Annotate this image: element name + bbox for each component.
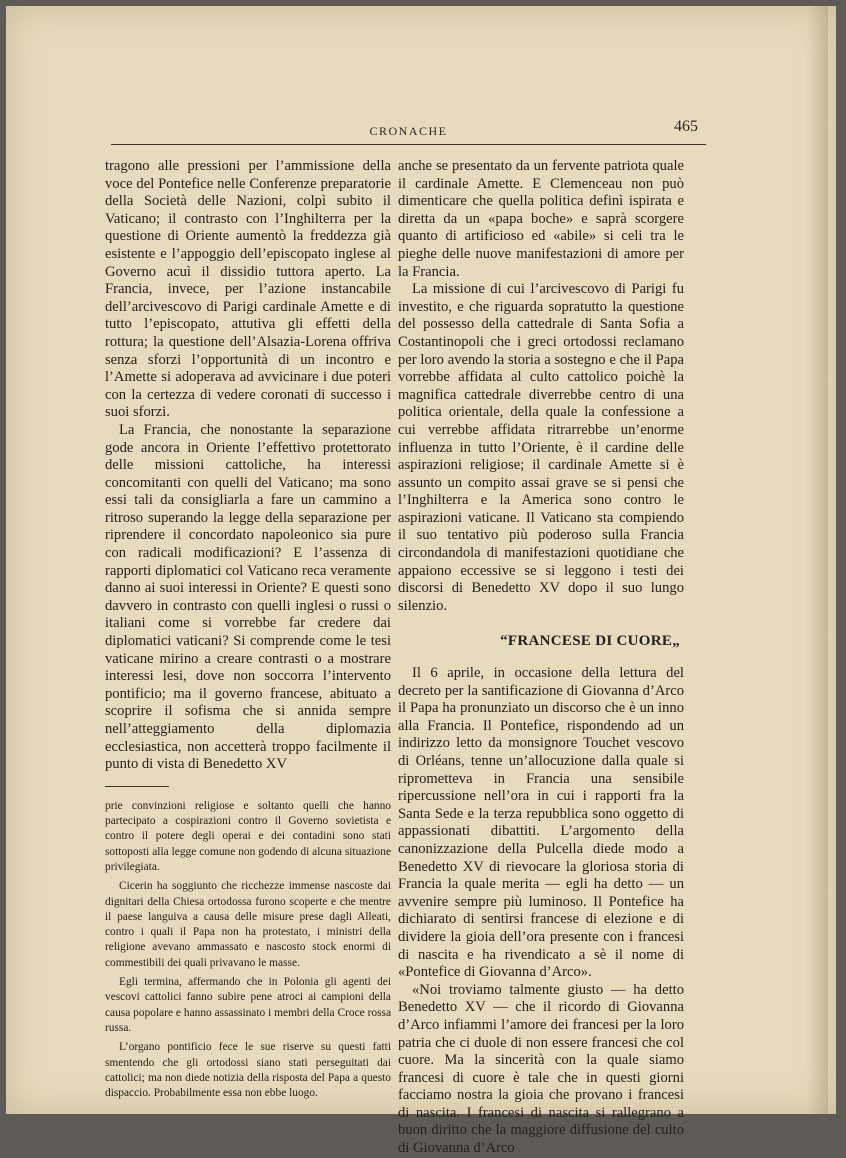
- left-paragraph-1: tragono alle pressioni per l’ammissione della voce del Pontefice nelle Conferenze preparatorie della Società delle Nazioni, colpì subito il Vaticano; il contrasto con l’Inghilterra per la questione di Oriente aumentò la freddezza già esistente e l’appoggio dell’episcopato inglese al Governo acuì il dissidio tuttora aperto. La Francia, invece, per l’azione instancabile dell’arcivescovo di Parigi cardinale Amette e di tutto l’episcopato, attutiva gli effetti della rottura; la questione dell’Alsazia-Lorena offriva senza sforzi l’opportunità di un incontro e l’Amette si adoperava ad avvicinare i due poteri con la certezza di vedere coronati di successo i suoi sforzi.: [105, 158, 391, 421]
- right-paragraph-3: Il 6 aprile, in occasione della lettura del decreto per la santificazione di Giovanna d’Arco il Papa ha pronunziato un discorso che è un inno alla Francia. Il Pontefice, rispondendo ad un indirizzo letto da monsignore Touchet vescovo di Orléans, tenne un’allocuzione dalla quale si riprometteva in Francia una sensibile ripercussione nell’ora in cui i rapporti fra la Santa Sede e la terza repubblica sono oggetto di appassionati dibattiti. L’argomento della canonizzazione della Pulcella diede modo a Benedetto XV di rievocare la gloriosa storia di Francia la quale merita — egli ha detto — un avvenire sempre più luminoso. Il Pontefice ha dichiarato di sentirsi francese di elezione e di dividere la gioia dell’ora presente con i francesi di nascita e ha rivendicato a sè il nome di «Pontefice di Giovanna d’Arco».: [398, 665, 684, 981]
- footnote-paragraph-3: Egli termina, affermando che in Polonia gli agenti dei vescovi cattolici fanno subire pene atroci ai campioni della causa popolare e hanno assassinato i membri della Croce rossa russa.: [105, 976, 391, 1034]
- footnote-paragraph-4: L’organo pontificio fece le sue riserve su questi fatti smentendo che gli ortodossi siano stati perseguitati dai cattolici; ma non diede notizia della risposta del Papa a questo dispaccio. Probabilmente essa non ebbe luogo.: [105, 1041, 391, 1100]
- right-paragraph-4: «Noi troviamo talmente giusto — ha detto Benedetto XV — che il ricordo di Giovanna d’Arco infiammi l’amore dei francesi per la loro patria che ci duole di non essere francesi che col cuore. Ma la sincerità con la quale siamo francesi di cuore è tale che in questi giorni facciamo nostra la gioia che provano i francesi di nascita. I francesi di nascita si rallegrano a buon diritto che la maggiore diffusione del culto di Giovanna d’Arco: [398, 981, 684, 1157]
- right-paragraph-2: La missione di cui l’arcivescovo di Parigi fu investito, e che riguarda sopratutto la questione del possesso della cattedrale di Santa Sofia a Costantinopoli che i greci ortodossi reclamano per loro avendo la storia a sostegno e che il Papa vorrebbe affidata al culto cattolico poichè la magnifica cattedrale diverrebbe centro di una politica orientale, della quale la confessione a cui verrebbe affidata ritrarrebbe un’enorme influenza in tutto l’Oriente, è il cardine delle aspirazioni religiose; il cardinale Amette si è assunto un compito assai grave se si pensi che l’Inghilterra e la America sono contro le aspirazioni vaticane. Il Vaticano sta compiendo il suo tentativo più poderoso sulla Francia circondandola di manifestazioni quotidiane che appaiono eccessive se si leggono i testi dei discorsi di Benedetto XV dopo il suo lungo silenzio.: [398, 281, 684, 614]
- footnote-divider: [105, 786, 169, 787]
- right-column: [398, 158, 684, 1158]
- left-paragraph-2: La Francia, che nonostante la separazione gode ancora in Oriente l’effettivo protettorato delle missioni cattoliche, ha interessi concomitanti con quelli del Vaticano; ma sono essi tali da consigliarla a fare un cammino a ritroso superando la legge della separazione per riprendere il concordato napoleonico sia pure con radicali modificazioni? E l’assenza di rapporti diplomatici col Vaticano reca veramente danno ai suoi interessi in Oriente? E questi sono davvero in contrasto con quelli inglesi o russi o italiani come si vorrebbe far credere dai diplomatici vaticani? Si comprende come le tesi vaticane mirino a creare contrasti o a mostrare interessi lesi, dove non soccorra l’intervento pontificio; ma il governo francese, abituato a scoprire il sofisma che si annida sempre nell’atteggiamento della diplomazia ecclesiastica, non accetterà troppo facilmente il punto di vista di Benedetto XV: [105, 421, 391, 773]
- section-heading: “FRANCESE DI CUORE„: [500, 633, 680, 650]
- footnote-paragraph-2: Cicerin ha soggiunto che ricchezze immense nascoste dai dignitari della Chiesa ortodossa furono scoperte e che mentre il paese languiva a causa delle misure prese dagli Alleati, contro i quali il Papa non ha protestato, i ministri della religione avevano ammassato e nascosto stock enormi di commestibili dei quali privavano le masse.: [105, 880, 391, 969]
- footnote-paragraph-1: prie convinzioni religiose e soltanto quelli che hanno partecipato a cospirazioni contro il Governo sovietista e contro il potere degli operai e dei contadini sono stati sottoposti alla legge comune non godendo di alcuna situazione privilegiata.: [105, 799, 391, 873]
- left-column: [105, 158, 391, 1105]
- page-header: [111, 118, 706, 145]
- footnotes: [105, 799, 391, 1102]
- right-paragraph-1: anche se presentato da un fervente patriota quale il cardinale Amette. E Clemenceau non può dimenticare che quella politica definì ispirata e diretta da un «papa boche» e saprà scorgere quanto di artificioso ed «abile» si celi tra le pieghe delle nuove manifestazioni di amore per la Francia.: [398, 158, 684, 280]
- page-number: 465: [674, 118, 698, 135]
- running-head: CRONACHE: [369, 124, 448, 138]
- page-edge-shadow: [806, 6, 828, 1114]
